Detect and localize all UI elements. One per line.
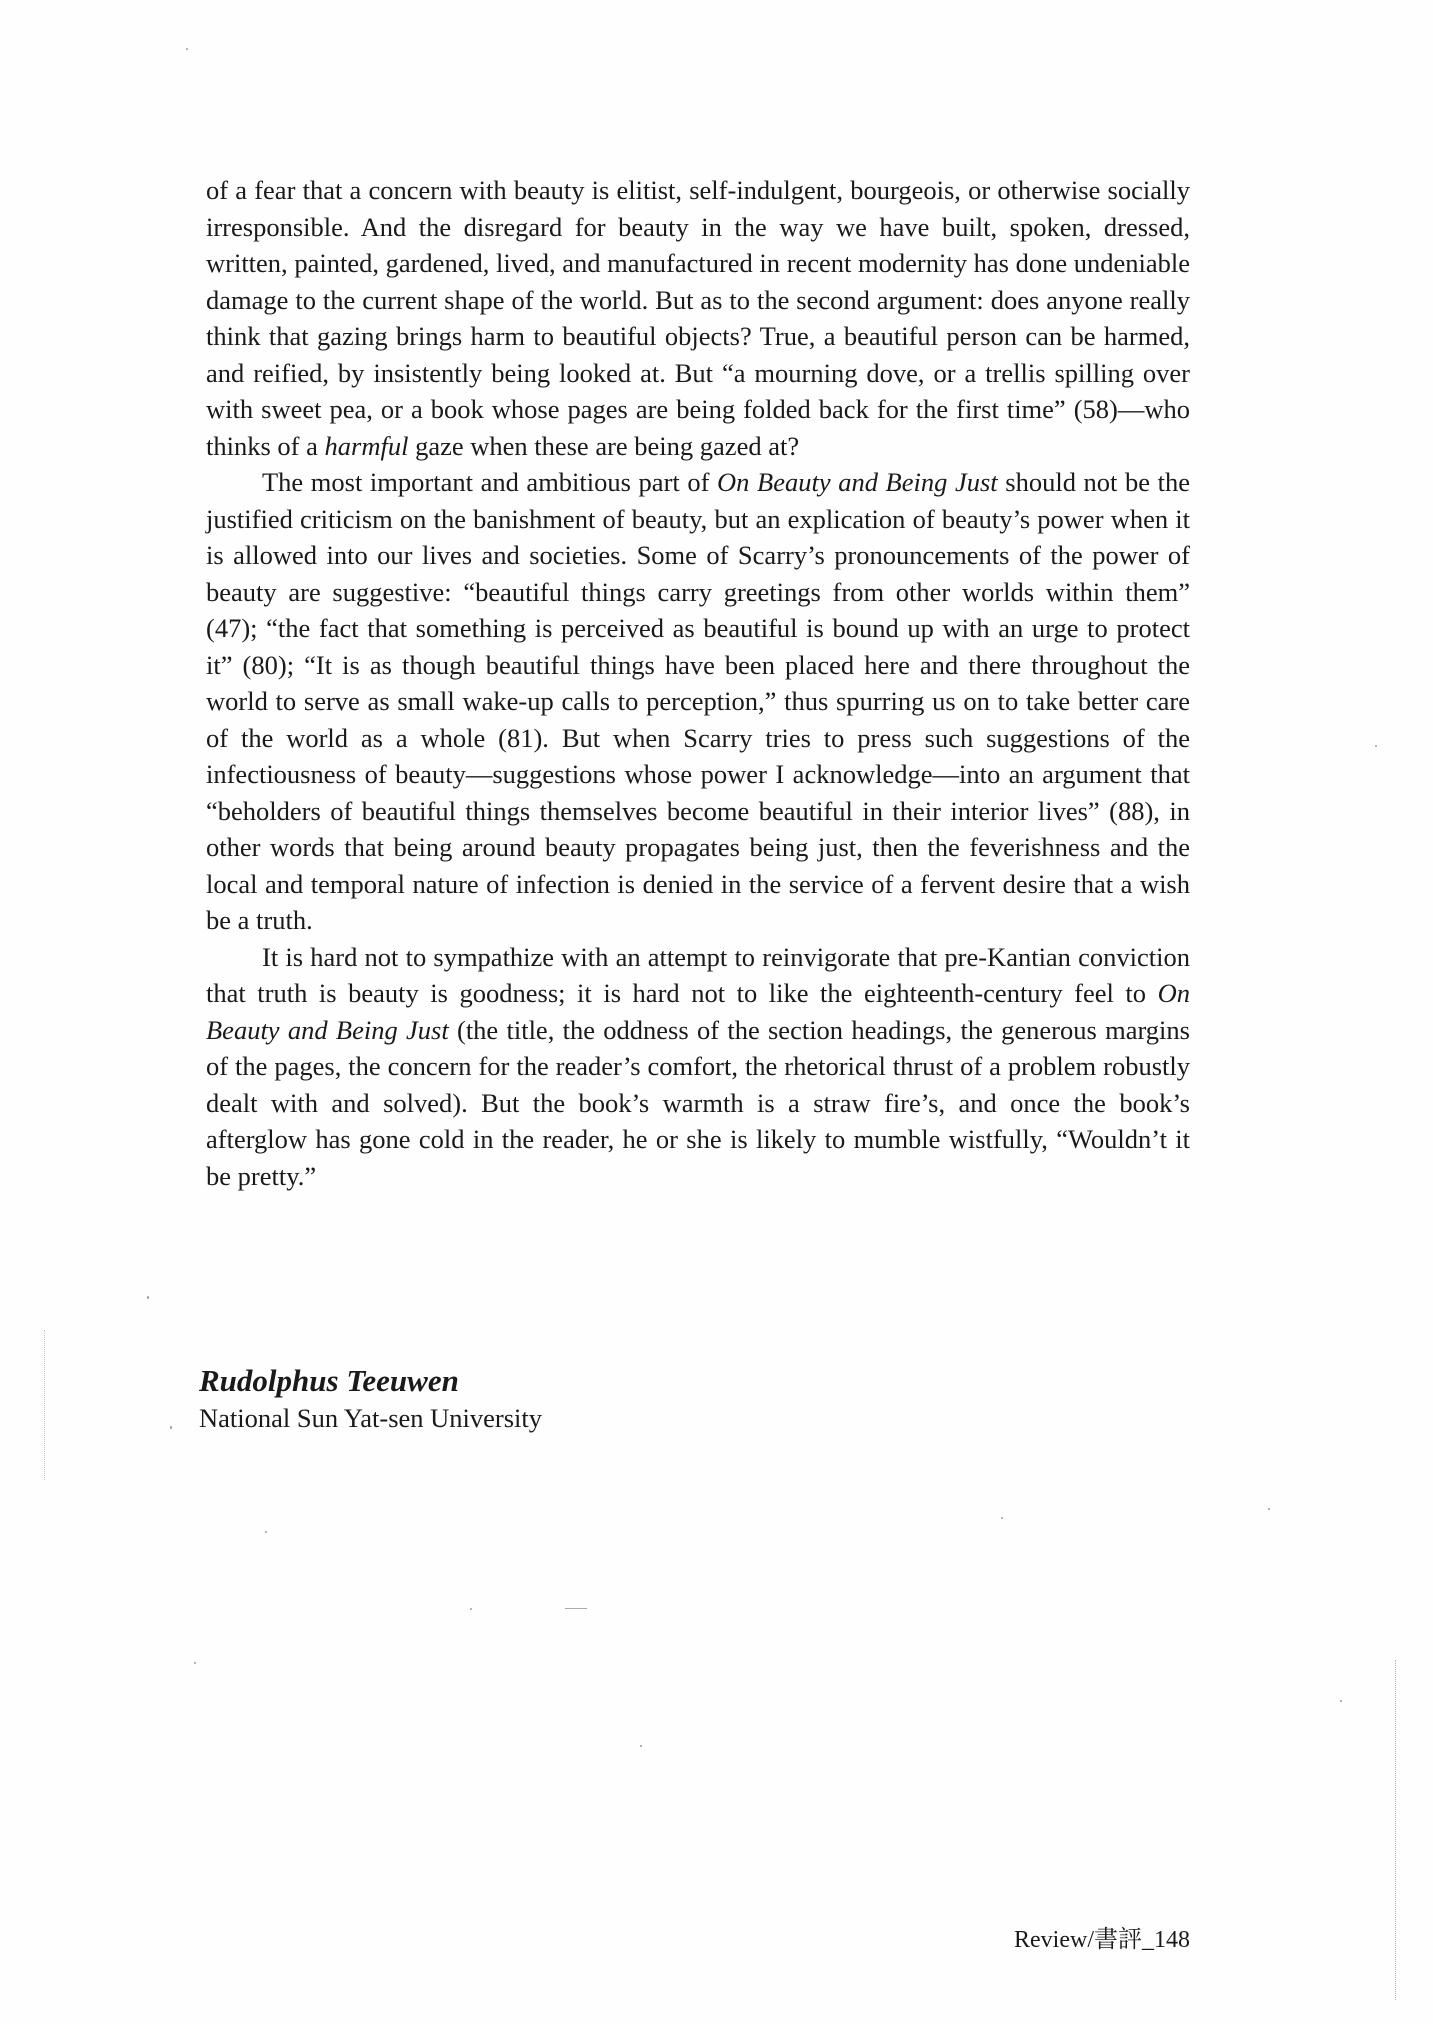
italic-run: harmful <box>324 430 409 461</box>
text-run: The most important and ambitious part of <box>262 467 718 497</box>
scan-speck <box>1375 745 1377 747</box>
text-run: gaze when these are being gazed at? <box>408 430 800 461</box>
scan-speck <box>186 48 188 50</box>
scan-speck <box>1268 1508 1270 1510</box>
scan-edge-line <box>1395 1660 1397 2000</box>
scan-speck <box>170 1426 172 1429</box>
author-signature <box>199 1362 899 1436</box>
paragraph-1 <box>206 172 1190 464</box>
text-run: (the title, the oddness of the section headings, the generous margins of the pages, the concern for the reader’s comfort, the rhetorical thrust of a problem robustly dealt with and solved). But the book’s warmth is a straw fire’s, and once the book’s afterglow has gone cold in the reader, he or she is likely to mumble wistfully, “Wouldn’t it be pretty.” <box>206 1014 1190 1191</box>
text-run: It is hard not to sympathize with an attempt to reinvigorate that pre-Kantian conviction that truth is beauty is goodness; it is hard not to like the eighteenth-century feel to <box>206 941 1190 1008</box>
text-run: should not be the justified criticism on the banishment of beauty, but an explication of beauty’s power when it is allowed into our lives and societies. Some of Scarry’s pronouncements of the power of beauty are suggestive: “beautiful things carry greetings from other worlds within them” (47); “the fact that something is perceived as beautiful is bound up with an urge to protect it” (80); “It is as though beautiful things have been placed here and there throughout the world to serve as small wake-up calls to perception,” thus spurring us on to take better care of the world as a whole (81). But when Scarry tries to press such suggestions of the infectiousness of beauty—suggestions whose power I acknowledge—into an argument that “beholders of beautiful things themselves become beautiful in their interior lives” (88), in other words that being around beauty propagates being just, then the feverishness and the local and temporal nature of infection is denied in the service of a fervent desire that a wish be a truth. <box>206 467 1190 935</box>
book-title-italic: On Beauty and Being Just <box>206 978 1190 1045</box>
book-title-italic: On Beauty and Being Just <box>717 467 998 497</box>
text-run: of a fear that a concern with beauty is elitist, self-indulgent, bourgeois, or otherwise socially irresponsible. And the disregard for beauty in the way we have built, spoken, dressed, written, painted, gardened, lived, and manufactured in recent modernity has done undeniable damage to the current shape of the world. But as to the second argument: does anyone really think that gazing brings harm to beautiful objects? True, a beautiful person can be harmed, and reified, by insistently being looked at. But “a mourning dove, or a trellis spilling over with sweet pea, or a book whose pages are being folded back for the first time” (58)—who thinks of a <box>206 175 1190 461</box>
scan-speck <box>1340 1700 1342 1702</box>
paragraph-3 <box>206 939 1190 1195</box>
scan-speck <box>565 1608 587 1609</box>
author-name: Rudolphus Teeuwen <box>199 1363 459 1398</box>
review-body <box>206 172 1190 1194</box>
scan-speck <box>265 1531 267 1533</box>
scan-edge-line-left <box>44 1330 46 1480</box>
scan-speck <box>194 1662 196 1664</box>
page-number: Review/書評_148 <box>1014 1927 1190 1953</box>
paragraph-2 <box>206 464 1190 939</box>
scan-speck <box>640 1745 642 1747</box>
scan-speck <box>470 1608 472 1610</box>
author-affiliation: National Sun Yat-sen University <box>199 1403 543 1433</box>
scan-speck <box>147 1296 149 1299</box>
scan-speck <box>1001 1517 1003 1519</box>
